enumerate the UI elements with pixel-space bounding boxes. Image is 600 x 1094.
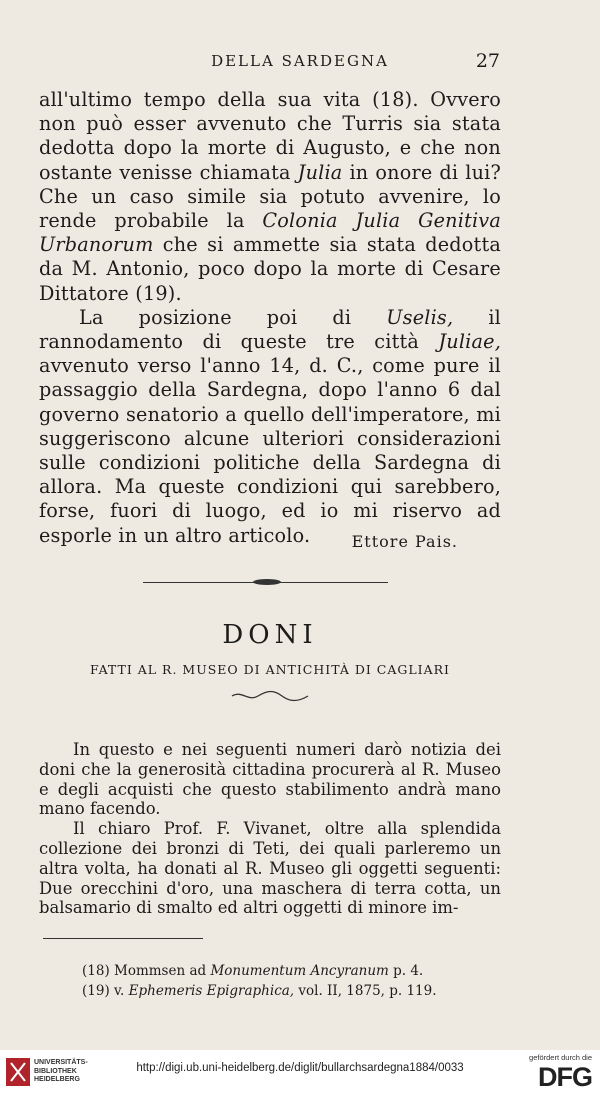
section-title: DONI bbox=[222, 620, 318, 650]
library-name-line: BIBLIOTHEK bbox=[34, 1067, 77, 1075]
author-signature: Ettore Pais. bbox=[351, 532, 458, 551]
text-run: (18) Mommsen ad bbox=[82, 963, 211, 979]
text-run: La posizione poi di bbox=[79, 305, 387, 329]
footnote-rule bbox=[43, 938, 203, 939]
text-run: vol. II, 1875, p. 119. bbox=[294, 983, 437, 999]
permalink-url[interactable]: http://digi.ub.uni-heidelberg.de/diglit/bullarchsardegna1884/0033 bbox=[136, 1062, 464, 1074]
section-paragraph-2: Il chiaro Prof. F. Vivanet, oltre alla splendida collezione dei bronzi di Teti, dei quali parleremo un altra volta, ha donati al R. Museo gli oggetti seguenti: Due orecchini d'oro, una maschera di terra cotta, un balsamario di smalto ed altri oggetti di minore im- bbox=[39, 819, 501, 918]
divider-ornament bbox=[253, 579, 281, 585]
text-run: p. 4. bbox=[388, 963, 424, 979]
italic-run: Julia bbox=[297, 160, 343, 184]
paragraph-1 bbox=[39, 88, 501, 306]
italic-run: Uselis, bbox=[386, 305, 454, 329]
library-name-line: UNIVERSITÄTS- bbox=[34, 1059, 88, 1066]
text-run: in onore di lui? Che un caso simile sia potuto avvenire, lo rende probabile la bbox=[39, 160, 501, 233]
footnote-19 bbox=[82, 981, 437, 1001]
text-run: all'ultimo tempo della sua vita (18). Ovvero non può esser avvenuto che Turris sia stata dedotta dopo la morte di Augusto, e che non ostante venisse chiamata bbox=[39, 88, 501, 184]
running-title: DELLA SARDEGNA bbox=[211, 52, 389, 70]
dfg-caption: gefördert durch die bbox=[529, 1053, 592, 1062]
text-run: che si ammette sia stata dedotta da M. Antonio, poco dopo la morte di Cesare Dittatore (19). bbox=[39, 233, 501, 305]
library-name-line: HEIDELBERG bbox=[34, 1076, 80, 1083]
paragraph-2 bbox=[39, 306, 501, 548]
dfg-logo: DFG bbox=[538, 1062, 592, 1092]
text-run: avvenuto verso l'anno 14, d. C., come pure il passaggio della Sardegna, dopo l'anno 6 dal governo senatorio a quello dell'imperatore, mi suggeriscono alcune ulteriori considerazioni sulle condizioni politiche della Sardegna di allora. Ma queste condizioni qui sarebbero, forse, fuori di luogo, ed io mi riservo ad esporle in un altro articolo. bbox=[39, 354, 501, 547]
section-subtitle: FATTI AL R. MUSEO DI ANTICHITÀ DI CAGLIARI bbox=[89, 662, 450, 677]
text-run: (19) v. bbox=[82, 983, 129, 999]
footnotes bbox=[82, 961, 437, 1001]
italic-run: Monumentum Ancyranum bbox=[210, 963, 389, 979]
page-number: 27 bbox=[475, 50, 500, 72]
text-run: il rannodamento di queste tre città bbox=[39, 305, 501, 354]
article-body bbox=[39, 88, 501, 548]
italic-run: Ephemeris Epigraphica, bbox=[128, 983, 295, 999]
footnote-18 bbox=[82, 961, 437, 981]
italic-run: Juliae, bbox=[438, 330, 501, 354]
section-body bbox=[39, 740, 501, 918]
running-head bbox=[0, 50, 600, 74]
section-paragraph-1: In questo e nei seguenti numeri darò notizia dei doni che la generosità cittadina procurerà al R. Museo e degli acquisti che questo stabilimento andrà mano mano facendo. bbox=[39, 740, 501, 819]
flourish-ornament bbox=[230, 690, 310, 702]
italic-run: Colonia Julia Genitiva Urbanorum bbox=[39, 209, 501, 257]
viewer-footer bbox=[0, 1050, 600, 1094]
